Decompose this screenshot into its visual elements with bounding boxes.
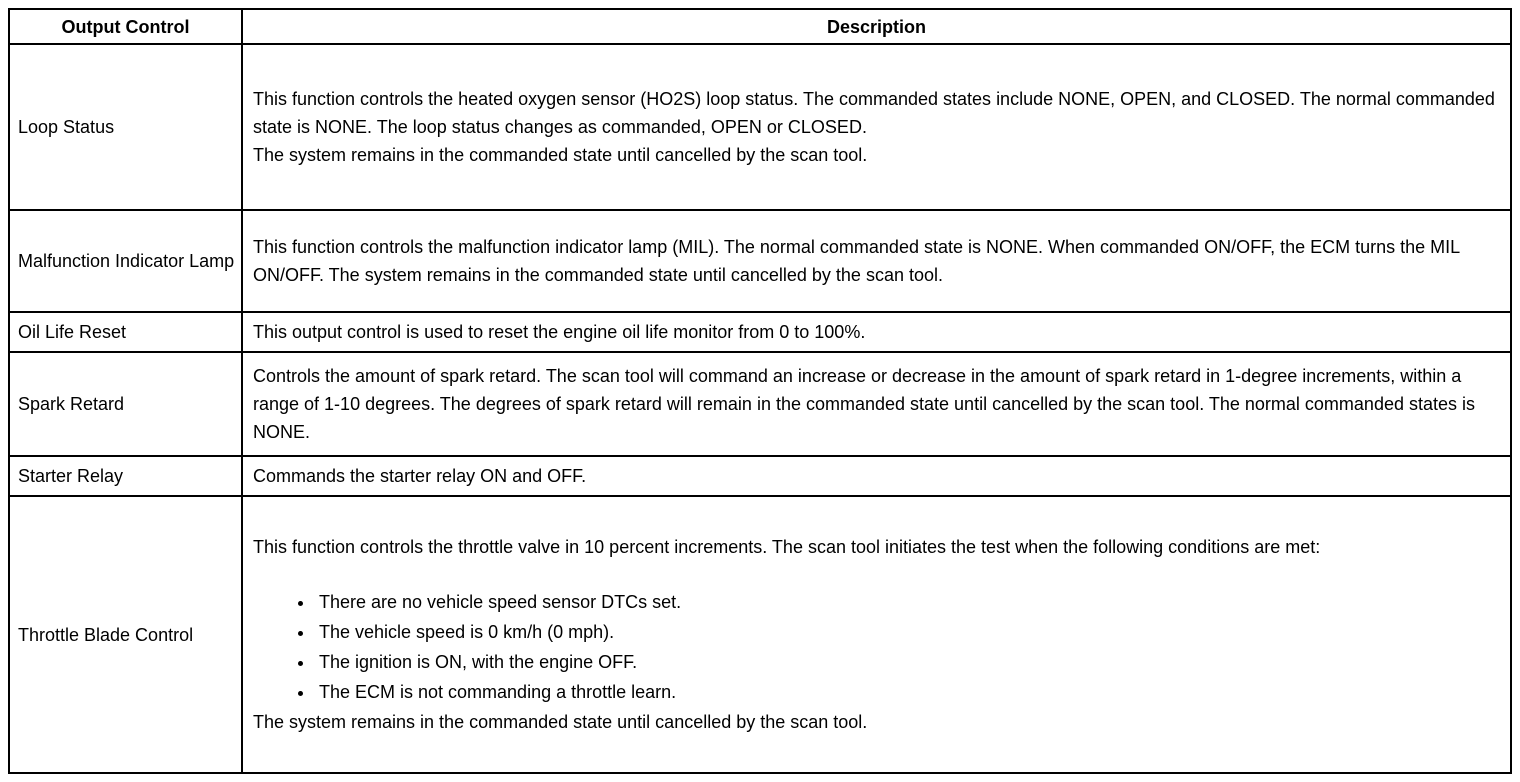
description-paragraph: Controls the amount of spark retard. The scan tool will command an increase or decrease in the amount of spark retard in 1-degree increments, within a range of 1-10 degrees. The degrees of spark retard will remain in the commanded state until cancelled by the scan tool. The normal commanded states is NONE.: [253, 366, 1475, 442]
output-control-cell: Oil Life Reset: [9, 312, 242, 352]
table-row: [9, 456, 1511, 496]
header-row: [9, 9, 1511, 44]
description-cell: [242, 44, 1511, 210]
output-control-cell: Malfunction Indicator Lamp: [9, 210, 242, 312]
header-output-control: Output Control: [9, 9, 242, 44]
description-cell: [242, 496, 1511, 773]
output-control-table: [8, 8, 1512, 774]
description-paragraph: This output control is used to reset the engine oil life monitor from 0 to 100%.: [253, 322, 866, 342]
condition-item: • The vehicle speed is 0 km/h (0 mph).: [315, 618, 1498, 646]
description-cell: [242, 312, 1511, 352]
table-row: [9, 312, 1511, 352]
description-paragraph: The system remains in the commanded state until cancelled by the scan tool.: [253, 145, 868, 165]
header-description: Description: [242, 9, 1511, 44]
condition-item: • There are no vehicle speed sensor DTCs set.: [315, 588, 1498, 616]
condition-item: • The ignition is ON, with the engine OFF.: [315, 648, 1498, 676]
description-paragraph: This function controls the malfunction indicator lamp (MIL). The normal commanded state is NONE. When commanded ON/OFF, the ECM turns the MIL ON/OFF. The system remains in the commanded state until cancelled by the scan tool.: [253, 237, 1460, 285]
description-cell: [242, 456, 1511, 496]
table-header: [9, 9, 1511, 44]
description-paragraph: This function controls the throttle valve in 10 percent increments. The scan tool initiates the test when the following conditions are met:: [253, 537, 1321, 557]
output-control-cell: Loop Status: [9, 44, 242, 210]
description-paragraph: Commands the starter relay ON and OFF.: [253, 466, 587, 486]
output-control-cell: Starter Relay: [9, 456, 242, 496]
condition-list: [253, 588, 1498, 706]
description-cell: [242, 210, 1511, 312]
table-row: [9, 496, 1511, 773]
output-control-cell: Throttle Blade Control: [9, 496, 242, 773]
output-control-cell: Spark Retard: [9, 352, 242, 456]
condition-item: • The ECM is not commanding a throttle learn.: [315, 678, 1498, 706]
description-paragraph: This function controls the heated oxygen sensor (HO2S) loop status. The commanded states include NONE, OPEN, and CLOSED. The normal commanded state is NONE. The loop status changes as commanded, OPEN or CLOSED.: [253, 89, 1495, 137]
description-cell: [242, 352, 1511, 456]
table-row: [9, 352, 1511, 456]
table-row: [9, 210, 1511, 312]
table-row: [9, 44, 1511, 210]
table-body: [9, 44, 1511, 773]
description-paragraph: The system remains in the commanded state until cancelled by the scan tool.: [253, 712, 868, 732]
